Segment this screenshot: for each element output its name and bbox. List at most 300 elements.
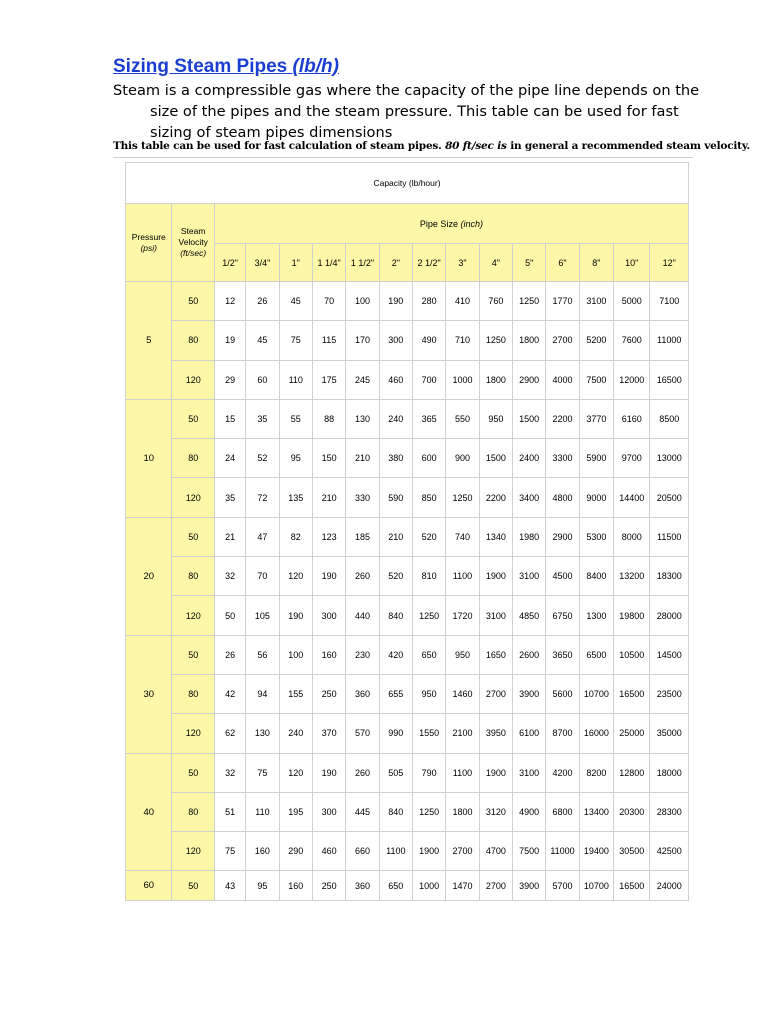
pressure-unit: (psi)	[140, 242, 157, 253]
velocity-cell: 120	[172, 832, 214, 871]
pipe-size-cell: 8"	[580, 244, 614, 282]
velocity-cell: 50	[172, 754, 214, 793]
velocity-cell: 50	[172, 871, 214, 901]
capacity-cell: 840	[380, 596, 413, 635]
velocity-cell: 120	[172, 361, 214, 400]
capacity-cell: 3900	[513, 675, 546, 714]
capacity-cell: 1100	[446, 557, 479, 596]
capacity-cell: 190	[313, 557, 346, 596]
capacity-cell: 18000	[650, 754, 689, 793]
capacity-cell: 5000	[614, 282, 650, 321]
capacity-cell: 740	[446, 518, 479, 557]
capacity-cell: 1980	[513, 518, 546, 557]
capacity-cell: 30500	[614, 832, 650, 871]
capacity-cell: 29	[215, 361, 246, 400]
capacity-cell: 16500	[614, 675, 650, 714]
capacity-cell: 10500	[614, 636, 650, 675]
capacity-cell: 51	[215, 793, 246, 832]
capacity-cell: 790	[413, 754, 446, 793]
capacity-cell: 35000	[650, 714, 689, 753]
velocity-cell: 80	[172, 439, 214, 478]
velocity-cell: 50	[172, 400, 214, 439]
capacity-cell: 8400	[580, 557, 614, 596]
capacity-cell: 840	[380, 793, 413, 832]
capacity-cell: 2900	[546, 518, 579, 557]
title-text: Sizing Steam Pipes	[113, 56, 288, 77]
capacity-cell: 280	[413, 282, 446, 321]
capacity-cell: 440	[346, 596, 379, 635]
capacity-cell: 110	[246, 793, 279, 832]
note-emphasis: 80 ft/sec	[445, 140, 494, 152]
capacity-cell: 1300	[580, 596, 614, 635]
pipe-size-cell: 4"	[480, 244, 513, 282]
capacity-cell: 195	[280, 793, 313, 832]
capacity-cell: 75	[246, 754, 279, 793]
capacity-cell: 1900	[480, 754, 513, 793]
pressure-cell: 40	[126, 754, 172, 872]
capacity-cell: 32	[215, 754, 246, 793]
capacity-cell: 420	[380, 636, 413, 675]
capacity-cell: 10700	[580, 675, 614, 714]
capacity-cell: 245	[346, 361, 379, 400]
capacity-cell: 1500	[513, 400, 546, 439]
capacity-cell: 1250	[446, 478, 479, 517]
capacity-cell: 3900	[513, 871, 546, 901]
capacity-cell: 1250	[480, 321, 513, 360]
capacity-cell: 160	[313, 636, 346, 675]
capacity-cell: 19400	[580, 832, 614, 871]
capacity-cell: 4200	[546, 754, 579, 793]
capacity-cell: 300	[380, 321, 413, 360]
capacity-cell: 175	[313, 361, 346, 400]
capacity-cell: 23500	[650, 675, 689, 714]
capacity-cell: 5600	[546, 675, 579, 714]
table-row	[126, 754, 689, 793]
table-row	[126, 832, 689, 871]
capacity-header: Capacity (lb/hour)	[126, 163, 689, 204]
capacity-cell: 600	[413, 439, 446, 478]
capacity-cell: 105	[246, 596, 279, 635]
capacity-cell: 20300	[614, 793, 650, 832]
capacity-cell: 35	[215, 478, 246, 517]
capacity-cell: 240	[380, 400, 413, 439]
page-title[interactable]	[113, 56, 339, 78]
capacity-cell: 3100	[580, 282, 614, 321]
pipe-size-cell: 1/2"	[215, 244, 246, 282]
pressure-cell: 60	[126, 871, 172, 901]
capacity-cell: 4700	[480, 832, 513, 871]
capacity-cell: 100	[280, 636, 313, 675]
capacity-cell: 7500	[513, 832, 546, 871]
capacity-cell: 1900	[480, 557, 513, 596]
capacity-cell: 4900	[513, 793, 546, 832]
capacity-cell: 7500	[580, 361, 614, 400]
capacity-cell: 72	[246, 478, 279, 517]
capacity-cell: 190	[313, 754, 346, 793]
capacity-cell: 445	[346, 793, 379, 832]
capacity-cell: 1100	[380, 832, 413, 871]
capacity-cell: 460	[313, 832, 346, 871]
capacity-cell: 3950	[480, 714, 513, 753]
capacity-cell: 42500	[650, 832, 689, 871]
steam-capacity-table-wrapper	[125, 162, 689, 901]
pipe-size-cell: 6"	[546, 244, 579, 282]
capacity-cell: 190	[380, 282, 413, 321]
capacity-cell: 75	[280, 321, 313, 360]
capacity-cell: 1250	[413, 596, 446, 635]
capacity-cell: 3100	[513, 754, 546, 793]
capacity-cell: 135	[280, 478, 313, 517]
capacity-cell: 10700	[580, 871, 614, 901]
velocity-cell: 80	[172, 557, 214, 596]
capacity-cell: 16500	[614, 871, 650, 901]
capacity-cell: 2200	[546, 400, 579, 439]
capacity-cell: 360	[346, 675, 379, 714]
capacity-cell: 16000	[580, 714, 614, 753]
velocity-note	[113, 140, 750, 152]
velocity-cell: 50	[172, 518, 214, 557]
capacity-cell: 45	[280, 282, 313, 321]
capacity-cell: 52	[246, 439, 279, 478]
velocity-cell: 120	[172, 478, 214, 517]
table-row	[126, 518, 689, 557]
capacity-cell: 32	[215, 557, 246, 596]
capacity-cell: 95	[246, 871, 279, 901]
capacity-cell: 330	[346, 478, 379, 517]
pipe-size-cell: 2 1/2"	[413, 244, 446, 282]
capacity-cell: 100	[346, 282, 379, 321]
capacity-cell: 75	[215, 832, 246, 871]
capacity-cell: 35	[246, 400, 279, 439]
capacity-cell: 11000	[650, 321, 689, 360]
capacity-cell: 290	[280, 832, 313, 871]
capacity-cell: 24	[215, 439, 246, 478]
velocity-cell: 50	[172, 636, 214, 675]
capacity-cell: 185	[346, 518, 379, 557]
capacity-cell: 490	[413, 321, 446, 360]
capacity-cell: 62	[215, 714, 246, 753]
velocity-cell: 50	[172, 282, 214, 321]
capacity-cell: 1650	[480, 636, 513, 675]
title-unit: (lb/h)	[292, 56, 339, 77]
capacity-cell: 210	[313, 478, 346, 517]
capacity-cell: 760	[480, 282, 513, 321]
capacity-cell: 410	[446, 282, 479, 321]
capacity-cell: 7600	[614, 321, 650, 360]
capacity-cell: 1250	[413, 793, 446, 832]
capacity-cell: 370	[313, 714, 346, 753]
capacity-cell: 4800	[546, 478, 579, 517]
capacity-cell: 6750	[546, 596, 579, 635]
pipe-size-cell: 1 1/2"	[346, 244, 379, 282]
capacity-cell: 26	[215, 636, 246, 675]
velocity-cell: 80	[172, 675, 214, 714]
capacity-cell: 170	[346, 321, 379, 360]
capacity-cell: 24000	[650, 871, 689, 901]
capacity-cell: 300	[313, 596, 346, 635]
capacity-cell: 5900	[580, 439, 614, 478]
capacity-cell: 26	[246, 282, 279, 321]
capacity-cell: 3100	[480, 596, 513, 635]
capacity-cell: 3300	[546, 439, 579, 478]
capacity-cell: 70	[313, 282, 346, 321]
pressure-cell: 5	[126, 282, 172, 400]
pipe-size-cell: 1 1/4"	[313, 244, 346, 282]
capacity-cell: 110	[280, 361, 313, 400]
capacity-cell: 43	[215, 871, 246, 901]
pipe-size-cell: 1"	[280, 244, 313, 282]
pressure-cell: 20	[126, 518, 172, 636]
capacity-cell: 5200	[580, 321, 614, 360]
capacity-cell: 1460	[446, 675, 479, 714]
capacity-cell: 94	[246, 675, 279, 714]
velocity-header	[172, 204, 214, 282]
capacity-cell: 365	[413, 400, 446, 439]
capacity-cell: 950	[480, 400, 513, 439]
note-text: This table can be used for fast calculation of steam pipes.	[113, 140, 442, 152]
capacity-cell: 1800	[446, 793, 479, 832]
capacity-cell: 11000	[546, 832, 579, 871]
capacity-cell: 6100	[513, 714, 546, 753]
capacity-cell: 20500	[650, 478, 689, 517]
capacity-cell: 115	[313, 321, 346, 360]
capacity-cell: 14500	[650, 636, 689, 675]
capacity-cell: 570	[346, 714, 379, 753]
capacity-cell: 42	[215, 675, 246, 714]
capacity-cell: 850	[413, 478, 446, 517]
capacity-cell: 3650	[546, 636, 579, 675]
steam-capacity-table	[125, 162, 689, 901]
capacity-cell: 70	[246, 557, 279, 596]
capacity-cell: 160	[246, 832, 279, 871]
capacity-cell: 95	[280, 439, 313, 478]
capacity-cell: 9700	[614, 439, 650, 478]
capacity-cell: 2700	[446, 832, 479, 871]
pipe-size-cell: 2"	[380, 244, 413, 282]
pipe-size-unit: (inch)	[460, 218, 483, 229]
capacity-cell: 19	[215, 321, 246, 360]
table-row	[126, 400, 689, 439]
capacity-cell: 230	[346, 636, 379, 675]
pressure-label: Pressure	[131, 231, 166, 242]
capacity-cell: 6160	[614, 400, 650, 439]
table-row	[126, 675, 689, 714]
intro-paragraph	[113, 80, 713, 143]
table-body	[126, 282, 689, 901]
velocity-cell: 120	[172, 714, 214, 753]
velocity-cell: 120	[172, 596, 214, 635]
capacity-cell: 550	[446, 400, 479, 439]
table-row	[126, 871, 689, 901]
capacity-cell: 1250	[513, 282, 546, 321]
capacity-cell: 2600	[513, 636, 546, 675]
capacity-cell: 2100	[446, 714, 479, 753]
capacity-cell: 19800	[614, 596, 650, 635]
capacity-cell: 8700	[546, 714, 579, 753]
capacity-cell: 1500	[480, 439, 513, 478]
capacity-cell: 360	[346, 871, 379, 901]
capacity-cell: 5300	[580, 518, 614, 557]
pipe-size-label: Pipe Size	[419, 218, 458, 229]
capacity-cell: 380	[380, 439, 413, 478]
capacity-cell: 260	[346, 557, 379, 596]
capacity-cell: 60	[246, 361, 279, 400]
capacity-cell: 130	[346, 400, 379, 439]
capacity-cell: 1340	[480, 518, 513, 557]
capacity-cell: 1800	[480, 361, 513, 400]
capacity-cell: 9000	[580, 478, 614, 517]
pipe-size-header	[215, 204, 689, 244]
capacity-cell: 210	[380, 518, 413, 557]
divider	[113, 157, 693, 158]
capacity-cell: 50	[215, 596, 246, 635]
capacity-cell: 2200	[480, 478, 513, 517]
capacity-cell: 21	[215, 518, 246, 557]
table-row	[126, 282, 689, 321]
capacity-cell: 240	[280, 714, 313, 753]
capacity-cell: 2900	[513, 361, 546, 400]
table-row	[126, 714, 689, 753]
capacity-cell: 14400	[614, 478, 650, 517]
capacity-cell: 1550	[413, 714, 446, 753]
capacity-cell: 88	[313, 400, 346, 439]
capacity-cell: 7100	[650, 282, 689, 321]
capacity-cell: 520	[413, 518, 446, 557]
capacity-cell: 4000	[546, 361, 579, 400]
capacity-cell: 655	[380, 675, 413, 714]
capacity-cell: 155	[280, 675, 313, 714]
capacity-cell: 130	[246, 714, 279, 753]
capacity-cell: 160	[280, 871, 313, 901]
capacity-cell: 4850	[513, 596, 546, 635]
capacity-cell: 1770	[546, 282, 579, 321]
capacity-cell: 505	[380, 754, 413, 793]
table-row	[126, 596, 689, 635]
capacity-cell: 700	[413, 361, 446, 400]
pipe-size-cell: 5"	[513, 244, 546, 282]
pipe-size-cell: 3"	[446, 244, 479, 282]
intro-line: sizing of steam pipes dimensions	[150, 124, 393, 141]
velocity-unit: (ft/sec)	[180, 248, 207, 258]
capacity-cell: 710	[446, 321, 479, 360]
capacity-cell: 2700	[480, 675, 513, 714]
capacity-cell: 3770	[580, 400, 614, 439]
capacity-cell: 123	[313, 518, 346, 557]
capacity-cell: 12	[215, 282, 246, 321]
capacity-cell: 1720	[446, 596, 479, 635]
capacity-cell: 25000	[614, 714, 650, 753]
capacity-cell: 810	[413, 557, 446, 596]
table-row	[126, 361, 689, 400]
intro-line: Steam is a compressible gas where the capacity of the pipe line depends on the	[113, 82, 700, 99]
capacity-cell: 2700	[480, 871, 513, 901]
capacity-cell: 82	[280, 518, 313, 557]
capacity-cell: 660	[346, 832, 379, 871]
pressure-cell: 10	[126, 400, 172, 518]
capacity-cell: 8000	[614, 518, 650, 557]
capacity-cell: 3120	[480, 793, 513, 832]
table-row	[126, 478, 689, 517]
capacity-cell: 150	[313, 439, 346, 478]
capacity-cell: 950	[446, 636, 479, 675]
capacity-cell: 13000	[650, 439, 689, 478]
intro-line: size of the pipes and the steam pressure. This table can be used for fast	[150, 103, 679, 120]
table-row	[126, 793, 689, 832]
capacity-cell: 120	[280, 557, 313, 596]
note-verb: is	[497, 140, 507, 152]
capacity-cell: 3400	[513, 478, 546, 517]
capacity-cell: 11500	[650, 518, 689, 557]
capacity-cell: 28000	[650, 596, 689, 635]
capacity-cell: 6500	[580, 636, 614, 675]
capacity-cell: 260	[346, 754, 379, 793]
capacity-cell: 1000	[413, 871, 446, 901]
capacity-cell: 13200	[614, 557, 650, 596]
capacity-cell: 650	[413, 636, 446, 675]
capacity-cell: 1800	[513, 321, 546, 360]
capacity-cell: 8200	[580, 754, 614, 793]
capacity-cell: 250	[313, 675, 346, 714]
capacity-cell: 18300	[650, 557, 689, 596]
velocity-cell: 80	[172, 321, 214, 360]
table-row	[126, 321, 689, 360]
capacity-cell: 300	[313, 793, 346, 832]
capacity-cell: 56	[246, 636, 279, 675]
table-row	[126, 636, 689, 675]
capacity-cell: 190	[280, 596, 313, 635]
velocity-label: Steam Velocity	[178, 226, 208, 247]
capacity-cell: 12800	[614, 754, 650, 793]
table-row	[126, 439, 689, 478]
pipe-size-cell: 10"	[614, 244, 650, 282]
note-text: in general a recommended steam velocity.	[510, 140, 750, 152]
capacity-cell: 990	[380, 714, 413, 753]
capacity-cell: 650	[380, 871, 413, 901]
pipe-size-cell: 3/4"	[246, 244, 279, 282]
capacity-cell: 6800	[546, 793, 579, 832]
pressure-header	[126, 204, 172, 282]
capacity-cell: 460	[380, 361, 413, 400]
capacity-cell: 12000	[614, 361, 650, 400]
capacity-cell: 15	[215, 400, 246, 439]
capacity-cell: 1100	[446, 754, 479, 793]
capacity-cell: 28300	[650, 793, 689, 832]
capacity-cell: 3100	[513, 557, 546, 596]
capacity-cell: 16500	[650, 361, 689, 400]
capacity-cell: 5700	[546, 871, 579, 901]
capacity-cell: 4500	[546, 557, 579, 596]
pressure-cell: 30	[126, 636, 172, 754]
velocity-cell: 80	[172, 793, 214, 832]
capacity-cell: 45	[246, 321, 279, 360]
capacity-cell: 55	[280, 400, 313, 439]
capacity-cell: 1470	[446, 871, 479, 901]
capacity-cell: 590	[380, 478, 413, 517]
capacity-cell: 950	[413, 675, 446, 714]
capacity-cell: 8500	[650, 400, 689, 439]
capacity-cell: 47	[246, 518, 279, 557]
capacity-cell: 520	[380, 557, 413, 596]
capacity-cell: 900	[446, 439, 479, 478]
capacity-cell: 13400	[580, 793, 614, 832]
capacity-cell: 1000	[446, 361, 479, 400]
capacity-cell: 120	[280, 754, 313, 793]
capacity-cell: 210	[346, 439, 379, 478]
capacity-cell: 2400	[513, 439, 546, 478]
pipe-size-cell: 12"	[650, 244, 689, 282]
capacity-cell: 2700	[546, 321, 579, 360]
capacity-cell: 1900	[413, 832, 446, 871]
